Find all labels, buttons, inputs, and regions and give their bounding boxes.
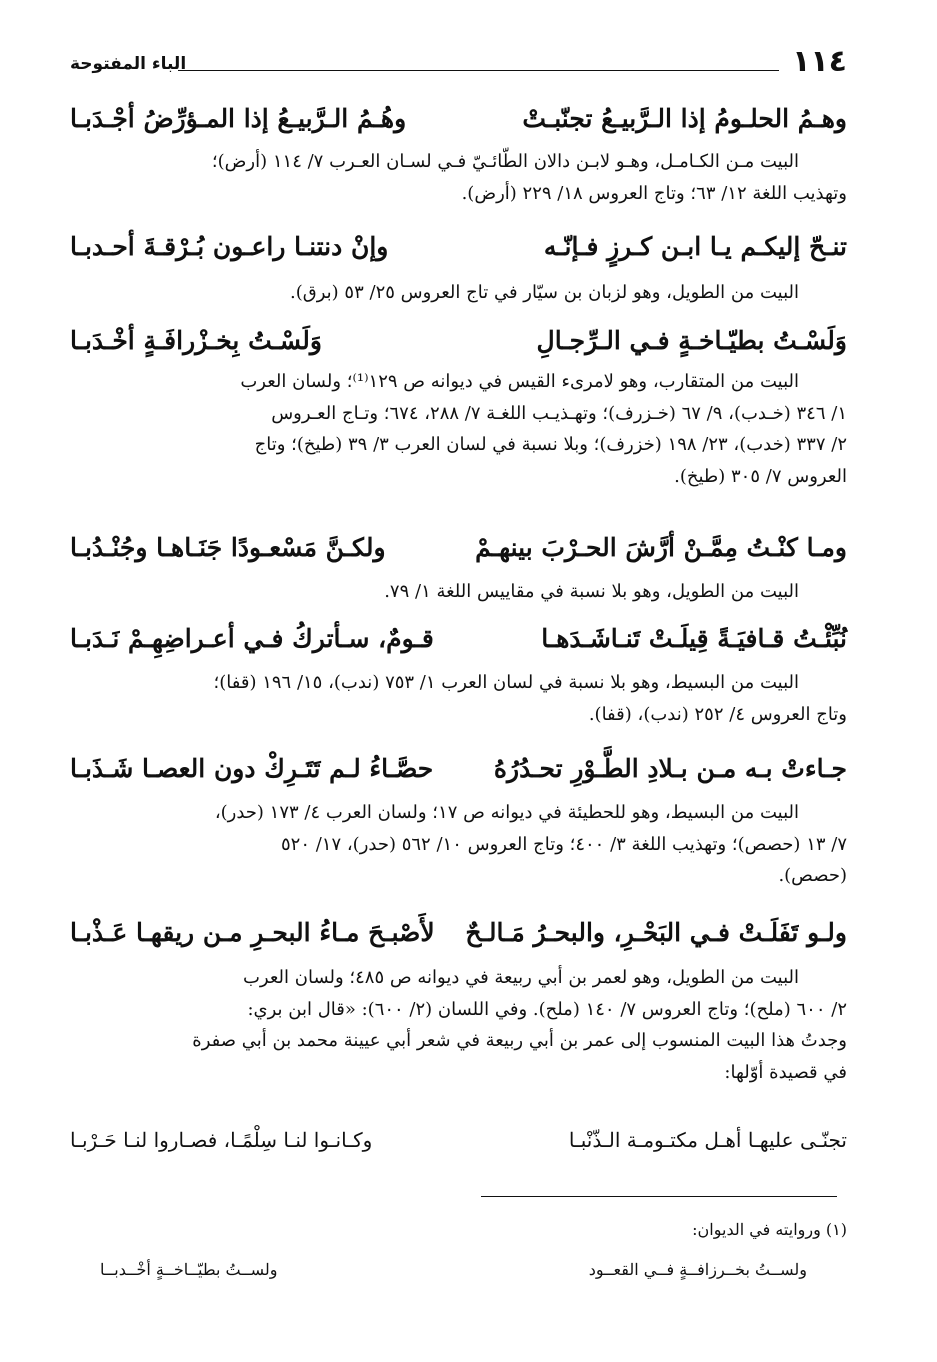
verse-line bbox=[70, 616, 847, 666]
verse-note bbox=[70, 667, 847, 730]
verse-line bbox=[70, 525, 847, 575]
footnote-second-hemistich: ولســتُ بطيّــاخــةٍ أخْــدبــا bbox=[100, 1260, 278, 1279]
quoted-second-hemistich: وكـانـوا لنـا سِلْمًـا، فصـاروا لنـا حَـرْبـا bbox=[70, 1128, 373, 1152]
verse-note bbox=[70, 576, 847, 608]
verse-second-hemistich: قـومٌ، سـأتركُ فـي أعـراضِهِـمْ نَـدَبـا bbox=[70, 624, 434, 653]
note-line: البيت من البسيط، وهو بلا نسبة في لسان العرب ١/ ٧٥٣ (ندب)، ١٥/ ١٩٦ (قفا)؛ bbox=[213, 672, 799, 693]
note-line: العروس ٧/ ٣٠٥ (طيخ). bbox=[674, 465, 847, 487]
note-line: البيت من الطويل، وهو لزبان بن سيّار في تاج العروس ٢٥/ ٥٣ (برق). bbox=[290, 282, 799, 303]
note-line: وتاج العروس ٤/ ٢٥٢ (ندب)، (قفا). bbox=[588, 703, 847, 725]
note-line: البيت من الطويل، وهو لعمر بن أبي ربيعة في ديوانه ص ٤٨٥؛ ولسان العرب bbox=[242, 967, 799, 988]
verse-first-hemistich: ولـو تَفَلَـتْ فـي البَحْـرِ، والبحـرُ مَـالـحٌ bbox=[465, 918, 847, 947]
verse-second-hemistich: وهُـمُ الـرَّبيـعُ إذا المـؤرِّضُ أجْـدَبـا bbox=[70, 104, 407, 133]
verse-note bbox=[70, 277, 847, 309]
running-title: الباء المفتوحة bbox=[70, 54, 187, 74]
note-line: وجدتُ هذا البيت المنسوب إلى عمر بن أبي ربيعة في شعر أبي عيينة محمد بن أبي صفرة bbox=[192, 1030, 847, 1051]
footnote-rule bbox=[481, 1196, 837, 1197]
verse-line bbox=[70, 224, 847, 274]
verse-second-hemistich: وإنْ دنتنـا راعـون بُـرْقـةَ أحـدبـا bbox=[70, 232, 389, 261]
footnote-label: (١) وروايته في الديوان: bbox=[692, 1220, 847, 1239]
verse-first-hemistich: وهـمُ الحلـومُ إذا الـرَّبيـعُ تجنّبـتْ bbox=[522, 104, 847, 133]
footnote-first-hemistich: ولســتُ بخــرزافــةٍ فــي القعــود bbox=[588, 1260, 807, 1279]
verse-line bbox=[70, 96, 847, 146]
note-line: ٢/ ٦٠٠ (ملح)؛ وتاج العروس ٧/ ١٤٠ (ملح). وفي اللسان (٢/ ٦٠٠): «قال ابن بري: bbox=[247, 998, 847, 1020]
verse-note bbox=[70, 366, 847, 492]
page-number: ١١٤ bbox=[792, 44, 847, 79]
verse-note bbox=[70, 797, 847, 892]
note-line: ١/ ٣٤٦ (خـدب)، ٩/ ٦٧ (خـزرف)؛ وتهـذيـب اللغـة ٧/ ٢٨٨، ٦٧٤؛ وتـاج العـروس bbox=[271, 402, 847, 424]
note-line: في قصيدة أوّلها: bbox=[724, 1061, 847, 1083]
note-line: ٧/ ١٣ (حصص)؛ وتهذيب اللغة ٣/ ٤٠٠؛ وتاج العروس ١٠/ ٥٦٢ (حدر)، ١٧/ ٥٢٠ bbox=[280, 833, 847, 855]
verse-note bbox=[70, 962, 847, 1088]
verse-first-hemistich: نُبِّئْـتُ قـافيَـةً قِيلَـتْ تَنـاشَـدَهـا bbox=[541, 624, 847, 653]
verse-second-hemistich: ولكـنَّ مَسْعـودًا جَنَـاهـا وجُنْـدُبـا bbox=[70, 533, 386, 562]
verse-line bbox=[70, 318, 847, 368]
verse-first-hemistich: جـاءتْ بـه مـن بـلادِ الطَّـوْرِ تحـدُرُهُ bbox=[493, 754, 847, 783]
footnote-verse bbox=[100, 1252, 807, 1282]
note-line: البيت من الطويل، وهو بلا نسبة في مقاييس اللغة ١/ ٧٩. bbox=[384, 581, 799, 602]
quoted-verse bbox=[70, 1120, 847, 1160]
note-line: البيت من المتقارب، وهو لامرىء القيس في ديوانه ص ١٢٩⁽¹⁾؛ ولسان العرب bbox=[240, 371, 799, 392]
verse-line bbox=[70, 910, 847, 960]
note-line: وتهذيب اللغة ١٢/ ٦٣؛ وتاج العروس ١٨/ ٢٢٩ (أرض). bbox=[461, 182, 847, 204]
verse-note bbox=[70, 146, 847, 209]
verse-second-hemistich: حصَّـاءُ لـم تَتَـرِكْ دون العصـا شَـذَبـا bbox=[70, 754, 434, 783]
verse-first-hemistich: تنـحّ إليكـم يـا ابـن كـرزٍ فـإنّـه bbox=[543, 232, 847, 261]
note-line: ٢/ ٣٣٧ (خدب)، ٢٣/ ١٩٨ (خزرف)؛ وبلا نسبة في لسان العرب ٣/ ٣٩ (طيخ)؛ وتاج bbox=[254, 434, 847, 455]
verse-first-hemistich: وَلَسْـتُ بطيّـاخـةٍ فـي الـرِّجـالِ bbox=[536, 326, 847, 355]
verse-line bbox=[70, 746, 847, 796]
verse-second-hemistich: لأَصْبـحَ مـاءُ البحـرِ مـن ريقهـا عَـذْبـا bbox=[70, 918, 435, 947]
verse-first-hemistich: ومـا كنْـتُ مِمَّـنْ أرَّشَ الحـرْبَ بينهـمْ bbox=[475, 533, 847, 562]
page-header bbox=[70, 42, 847, 82]
verse-second-hemistich: وَلَسْـتُ بِخـزْرافَـةٍ أخْـدَبـا bbox=[70, 326, 322, 355]
note-line: البيت من البسيط، وهو للحطيئة في ديوانه ص ١٧؛ ولسان العرب ٤/ ١٧٣ (حدر)، bbox=[214, 802, 799, 823]
quoted-first-hemistich: تجنّـى عليهـا أهـل مكتـومـة الـذّنْبـا bbox=[568, 1128, 847, 1152]
note-line: (حصص). bbox=[778, 865, 847, 886]
note-line: البيت مـن الكـامـل، وهـو لابـن دالان الطّائـيّ فـي لسـان العـرب ٧/ ١١٤ (أرض)؛ bbox=[211, 151, 799, 172]
header-rule bbox=[178, 70, 779, 71]
